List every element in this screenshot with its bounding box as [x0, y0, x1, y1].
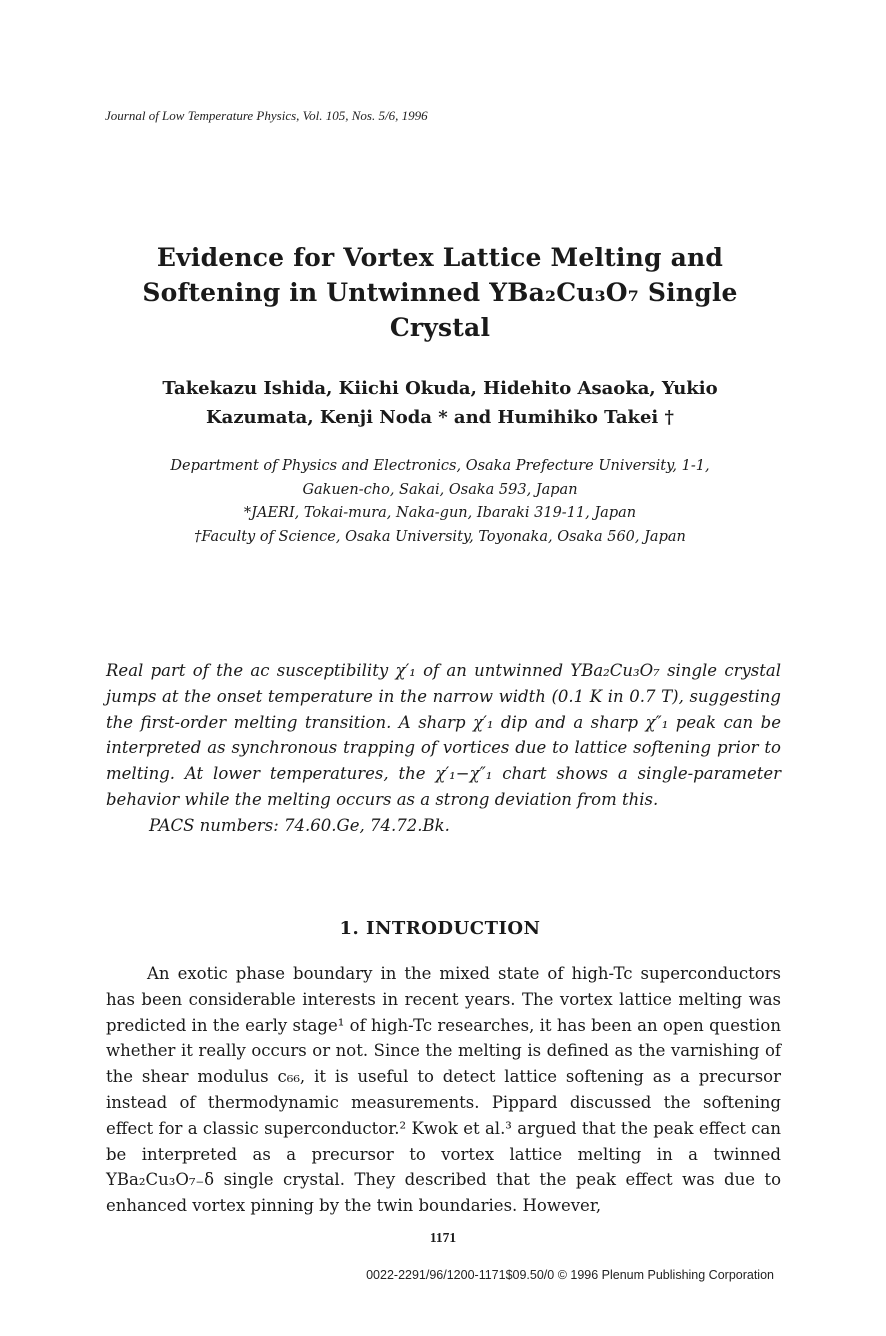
title-line: Softening in Untwinned YBa₂Cu₃O₇ Single	[142, 278, 738, 307]
affiliation-line: Gakuen-cho, Sakai, Osaka 593, Japan	[302, 481, 578, 498]
affiliation-line: †Faculty of Science, Osaka University, Toyonaka, Osaka 560, Japan	[194, 528, 686, 545]
author-line: Kazumata, Kenji Noda * and Humihiko Takei †	[206, 407, 674, 428]
author-line: Takekazu Ishida, Kiichi Okuda, Hidehito Asaoka, Yukio	[162, 378, 718, 399]
copyright-line: 0022-2291/96/1200-1171$09.50/0 © 1996 Plenum Publishing Corporation	[366, 1268, 774, 1282]
journal-header: Journal of Low Temperature Physics, Vol. 105, Nos. 5/6, 1996	[105, 108, 428, 123]
abstract-text: Real part of the ac susceptibility χ′₁ of an untwinned YBa₂Cu₃O₇ single crystal jumps at the onset temperature in the narrow width (0.1 K in 0.7 T), suggesting the first-order melting transition. A sharp χ′₁ dip and a sharp χ″₁ peak can be interpreted as synchronous trapping of vortices due to lattice softening prior to melting. At lower temperatures, the χ′₁−χ″₁ chart shows a single-parameter behavior while the melting occurs as a strong deviation from this.	[106, 661, 781, 809]
affiliations	[100, 455, 780, 549]
author-list	[100, 374, 780, 432]
paper-title	[100, 240, 780, 345]
affiliation-line: *JAERI, Tokai-mura, Naka-gun, Ibaraki 319-11, Japan	[243, 505, 637, 521]
title-line: Evidence for Vortex Lattice Melting and	[156, 243, 724, 272]
introduction-body	[106, 961, 781, 1219]
section-heading: 1. INTRODUCTION	[339, 918, 541, 939]
abstract	[106, 658, 781, 839]
body-paragraph: An exotic phase boundary in the mixed state of high-Tc superconductors has been considerable interests in recent years. The vortex lattice melting was predicted in the early stage¹ of high-Tc researches, it has been an open question whether it really occurs or not. Since the melting is defined as the varnishing of the shear modulus c₆₆, it is useful to detect lattice softening as a precursor instead of thermodynamic measurements. Pippard discussed the softening effect for a classic superconductor.² Kwok et al.³ argued that the peak effect can be interpreted as a precursor to vortex lattice melting in a twinned YBa₂Cu₃O₇₋δ single crystal. They described that the peak effect was due to enhanced vortex pinning by the twin boundaries. However,	[106, 964, 781, 1216]
title-line: Crystal	[389, 313, 491, 342]
page-number: 1171	[429, 1230, 457, 1245]
pacs-numbers: PACS numbers: 74.60.Ge, 74.72.Bk.	[149, 815, 450, 835]
affiliation-line: Department of Physics and Electronics, Osaka Prefecture University, 1-1,	[170, 458, 710, 474]
